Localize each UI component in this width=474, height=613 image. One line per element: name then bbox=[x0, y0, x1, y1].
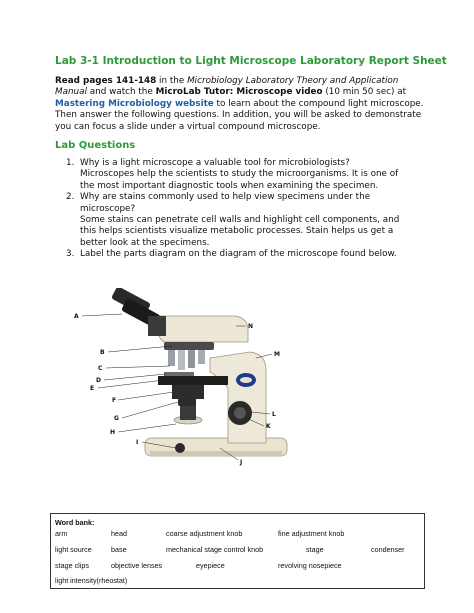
objective-lens bbox=[198, 350, 205, 364]
answer-text: Some stains can penetrate cell walls and highlight cell components, and this helps scientists visualize metabolic processes. Stain helps us get a better look at the specimens. bbox=[80, 215, 400, 248]
leader-f bbox=[118, 392, 174, 400]
word-bank-term: head bbox=[111, 529, 127, 538]
manual-title: Microbiology Laboratory Theory and Application Manual bbox=[55, 76, 399, 98]
question-item bbox=[66, 158, 406, 192]
word-bank-term: light source bbox=[55, 545, 92, 554]
word-bank-term: condenser bbox=[371, 545, 405, 554]
intro-text-2: and watch the bbox=[86, 87, 156, 98]
label-k: K bbox=[266, 423, 271, 430]
leader-h bbox=[118, 424, 176, 432]
label-m: M bbox=[274, 351, 280, 358]
objective-lens bbox=[178, 350, 185, 370]
leader-c bbox=[106, 366, 170, 368]
leader-e bbox=[98, 380, 164, 388]
label-n: N bbox=[248, 323, 254, 330]
question-text: Why are stains commonly used to help view specimens under the microscope? bbox=[80, 192, 371, 214]
label-h: H bbox=[110, 429, 116, 436]
microscope-arm bbox=[210, 352, 266, 443]
label-a: A bbox=[74, 313, 79, 320]
word-bank-box bbox=[50, 513, 425, 589]
word-bank-term: arm bbox=[55, 529, 68, 538]
question-list bbox=[66, 158, 406, 261]
brand-badge-center bbox=[240, 377, 252, 383]
word-bank-term: eyepiece bbox=[196, 561, 225, 570]
microlab-video-title: MicroLab Tutor: Microscope video bbox=[155, 87, 323, 98]
word-bank-term: mechanical stage control knob bbox=[166, 545, 264, 554]
word-bank-term: objective lenses bbox=[111, 561, 163, 570]
label-e: E bbox=[90, 385, 95, 392]
leader-b bbox=[108, 346, 172, 352]
stage-clips bbox=[164, 372, 194, 376]
objective-lens bbox=[168, 350, 175, 366]
label-c: C bbox=[98, 365, 103, 372]
report-title: Lab 3-1 Introduction to Light Microscope Laboratory Report Sheet bbox=[55, 55, 447, 67]
intro-text-4: to learn about the compound light microscope. Then answer the following questions. In addition, you will be asked to demonstrate you can focus a slide under a virtual compound microscope. bbox=[55, 98, 424, 132]
answer-text: Microscopes help the scientists to study the microorganisms. It is one of the most important diagnostic tools when examining the specimen. bbox=[80, 169, 399, 191]
microscope-head bbox=[158, 316, 248, 342]
question-number: 2. bbox=[66, 192, 75, 203]
intro-text-1: in the bbox=[156, 76, 188, 86]
word-bank-term: stage clips bbox=[55, 561, 89, 570]
label-g: G bbox=[114, 415, 119, 422]
mastering-microbiology-link[interactable]: Mastering Microbiology website bbox=[55, 98, 214, 109]
lab-questions-heading: Lab Questions bbox=[55, 140, 136, 151]
word-bank-title: Word bank: bbox=[55, 518, 95, 527]
question-text: Label the parts diagram on the diagram of the microscope found below. bbox=[80, 249, 397, 260]
objective-lens bbox=[188, 350, 195, 368]
label-l: L bbox=[272, 411, 276, 418]
microscope-illustration bbox=[60, 288, 300, 488]
word-bank-term: coarse adjustment knob bbox=[166, 529, 243, 538]
label-b: B bbox=[100, 349, 105, 356]
word-bank-term: stage bbox=[306, 545, 324, 554]
label-d: D bbox=[96, 377, 101, 384]
question-item bbox=[66, 192, 406, 249]
intro-text-3: (10 min 50 sec) at bbox=[322, 87, 407, 98]
leader-d bbox=[104, 374, 166, 380]
intro-paragraph bbox=[55, 76, 425, 133]
question-text: Why is a light microscope a valuable tool for microbiologists? bbox=[80, 158, 350, 168]
label-i: I bbox=[136, 439, 139, 446]
word-bank-term: base bbox=[111, 545, 127, 554]
light-housing bbox=[180, 404, 196, 420]
eyepiece-tube bbox=[148, 316, 166, 336]
read-pages-text: Read pages 141-148 bbox=[55, 76, 157, 86]
leader-g bbox=[122, 402, 178, 418]
rheostat-dial bbox=[175, 443, 185, 453]
label-j: J bbox=[240, 459, 243, 466]
question-number: 1. bbox=[66, 158, 75, 168]
microscope-diagram bbox=[60, 288, 300, 488]
word-bank-term: fine adjustment knob bbox=[278, 529, 345, 538]
leader-a bbox=[82, 314, 122, 316]
label-f: F bbox=[112, 397, 117, 404]
word-bank-term: revolving nosepiece bbox=[278, 561, 342, 570]
question-number: 3. bbox=[66, 249, 75, 260]
stage bbox=[158, 376, 228, 385]
word-bank-term: light intensity(rheostat) bbox=[55, 576, 128, 585]
base-shadow bbox=[150, 451, 282, 456]
fine-adjustment-knob bbox=[234, 407, 246, 419]
stage-control-knob bbox=[178, 398, 196, 406]
question-item bbox=[66, 249, 406, 260]
condenser bbox=[172, 385, 204, 399]
